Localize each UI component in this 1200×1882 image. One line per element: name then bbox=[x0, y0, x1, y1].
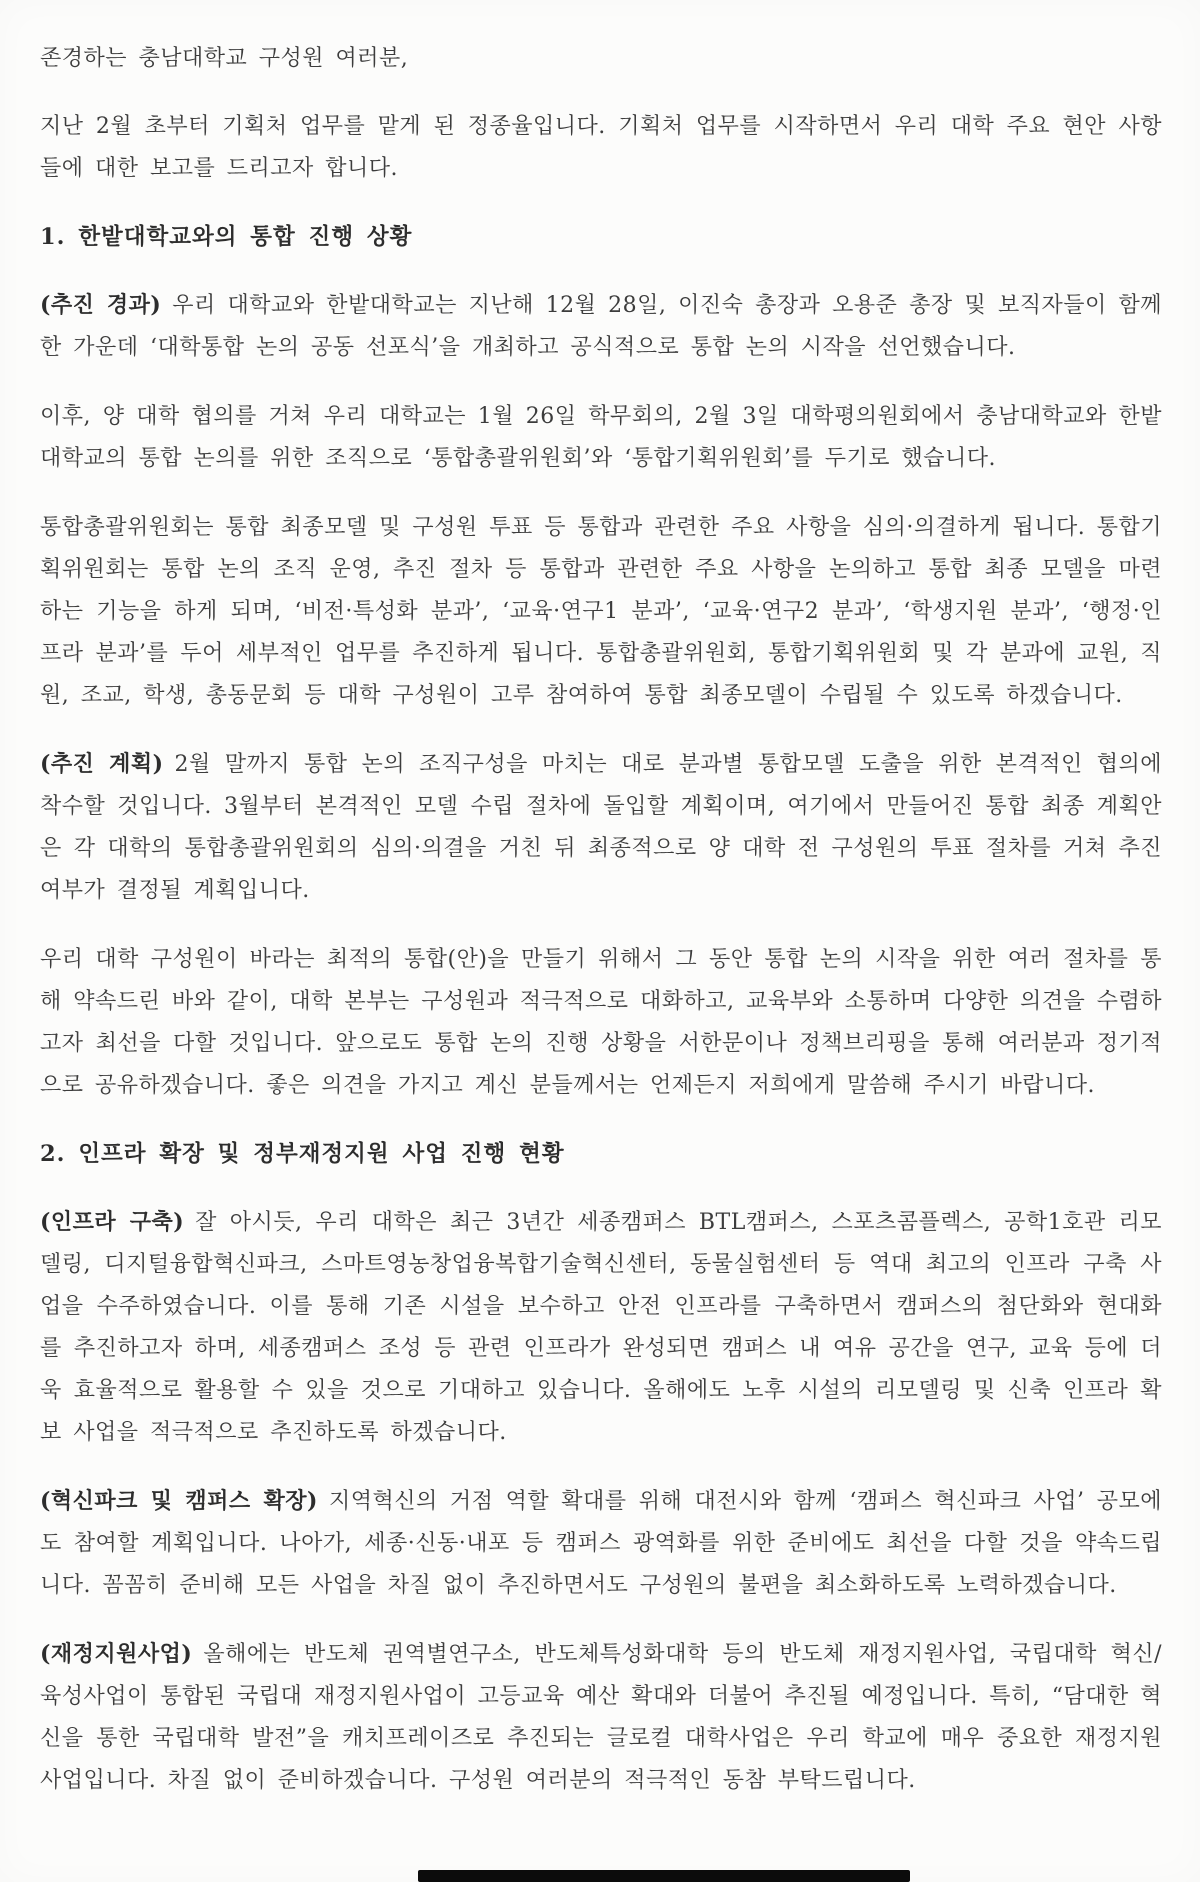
paragraph-text: 잘 아시듯, 우리 대학은 최근 3년간 세종캠퍼스 BTL캠퍼스, 스포츠콤플렉스, 공학1호관 리모델링, 디지털융합혁신파크, 스마트영농창업융복합기술혁신센터, 동물실험센터 등 역대 최고의 인프라 구축 사업을 수주하였습니다. 이를 통해 기존 시설을 보수하고 안전 인프라를 구축하면서 캠퍼스의 첨단화와 현대화를 추진하고자 하며, 세종캠퍼스 조성 등 관련 인프라가 완성되면 캠퍼스 내 여유 공간을 연구, 교육 등에 더욱 효율적으로 활용할 수 있을 것으로 기대하고 있습니다. 올해에도 노후 시설의 리모델링 및 신축 인프라 확보 사업을 적극적으로 추진하도록 하겠습니다. bbox=[40, 1210, 1162, 1445]
paragraph-merger-progress bbox=[40, 284, 1162, 369]
paragraph-merger-plan bbox=[40, 743, 1162, 912]
paragraph-funding-projects bbox=[40, 1633, 1162, 1802]
paragraph-text: 2월 말까지 통합 논의 조직구성을 마치는 대로 분과별 통합모델 도출을 위한 본격적인 협의에 착수할 것입니다. 3월부터 본격적인 모델 수립 절차에 돌입할 계획이며, 여기에서 만들어진 통합 최종 계획안은 각 대학의 통합총괄위원회의 심의·의결을 거친 뒤 최종적으로 양 대학 전 구성원의 투표 절차를 거쳐 추진 여부가 결정될 계획입니다. bbox=[40, 752, 1162, 903]
paragraph-text: 통합총괄위원회는 통합 최종모델 및 구성원 투표 등 통합과 관련한 주요 사항을 심의·의결하게 됩니다. 통합기획위원회는 통합 논의 조직 운영, 추진 절차 등 통합과 관련한 주요 사항을 논의하고 통합 최종 모델을 마련하는 기능을 하게 되며, ‘비전·특성화 분과’, ‘교육·연구1 분과’, ‘교육·연구2 분과’, ‘학생지원 분과’, ‘행정·인프라 분과’를 두어 세부적인 업무를 추진하게 됩니다. 통합총괄위원회, 통합기획위원회 및 각 분과에 교원, 직원, 조교, 학생, 총동문회 등 대학 구성원이 고루 참여하여 통합 최종모델이 수립될 수 있도록 하겠습니다. bbox=[40, 515, 1162, 708]
paragraph-text: 지역혁신의 거점 역할 확대를 위해 대전시와 함께 ‘캠퍼스 혁신파크 사업’ 공모에도 참여할 계획입니다. 나아가, 세종·신동·내포 등 캠퍼스 광역화를 위한 준비에도 최선을 다할 것을 약속드립니다. 꼼꼼히 준비해 모든 사업을 차질 없이 추진하면서도 구성원의 불편을 최소화하도록 노력하겠습니다. bbox=[40, 1489, 1162, 1598]
paragraph-communication-pledge bbox=[40, 938, 1162, 1107]
paragraph-label: (추진 계획) bbox=[40, 751, 164, 777]
paragraph-text: 우리 대학 구성원이 바라는 최적의 통합(안)을 만들기 위해서 그 동안 통합 논의 시작을 위한 여러 절차를 통해 약속드린 바와 같이, 대학 본부는 구성원과 적극적으로 대화하고, 교육부와 소통하며 다양한 의견을 수렴하고자 최선을 다할 것입니다. 앞으로도 통합 논의 진행 상황을 서한문이나 정책브리핑을 통해 여러분과 정기적으로 공유하겠습니다. 좋은 의견을 가지고 계신 분들께서는 언제든지 저희에게 말씀해 주시기 바랍니다. bbox=[40, 947, 1162, 1098]
paragraph-label: (재정지원사업) bbox=[40, 1641, 193, 1667]
paragraph-committee-setup bbox=[40, 395, 1162, 480]
section-2-heading: 2. 인프라 확장 및 정부재정지원 사업 진행 현황 bbox=[40, 1141, 565, 1167]
paragraph-text: 올해에는 반도체 권역별연구소, 반도체특성화대학 등의 반도체 재정지원사업, 국립대학 혁신/육성사업이 통합된 국립대 재정지원사업이 고등교육 예산 확대와 더불어 추진될 예정입니다. 특히, “담대한 혁신을 통한 국립대학 발전”을 캐치프레이즈로 추진되는 글로컬 대학사업은 우리 학교에 매우 중요한 재정지원사업입니다. 차질 없이 준비하겠습니다. 구성원 여러분의 적극적인 동참 부탁드립니다. bbox=[40, 1642, 1162, 1793]
paragraph-label: (추진 경과) bbox=[40, 292, 162, 318]
paragraph-label: (인프라 구축) bbox=[40, 1209, 185, 1235]
paragraph-text: 이후, 양 대학 협의를 거쳐 우리 대학교는 1월 26일 학무회의, 2월 3일 대학평의원회에서 충남대학교와 한밭대학교의 통합 논의를 위한 조직으로 ‘통합총괄위원회’와 ‘통합기획위원회’를 두기로 했습니다. bbox=[40, 404, 1162, 471]
paragraph-committee-roles bbox=[40, 506, 1162, 717]
section-1-heading: 1. 한밭대학교와의 통합 진행 상황 bbox=[40, 224, 413, 250]
paragraph-label: (혁신파크 및 캠퍼스 확장) bbox=[40, 1488, 318, 1514]
intro-paragraph: 지난 2월 초부터 기획처 업무를 맡게 된 정종율입니다. 기획처 업무를 시작하면서 우리 대학 주요 현안 사항들에 대한 보고를 드리고자 합니다. bbox=[40, 114, 1162, 181]
redaction-bar bbox=[418, 1870, 910, 1882]
greeting-line: 존경하는 충남대학교 구성원 여러분, bbox=[40, 46, 409, 71]
paragraph-infrastructure bbox=[40, 1201, 1162, 1454]
paragraph-text: 우리 대학교와 한밭대학교는 지난해 12월 28일, 이진숙 총장과 오용준 총장 및 보직자들이 함께한 가운데 ‘대학통합 논의 공동 선포식’을 개최하고 공식적으로 통합 논의 시작을 선언했습니다. bbox=[40, 293, 1162, 360]
paragraph-innovation-park bbox=[40, 1480, 1162, 1607]
